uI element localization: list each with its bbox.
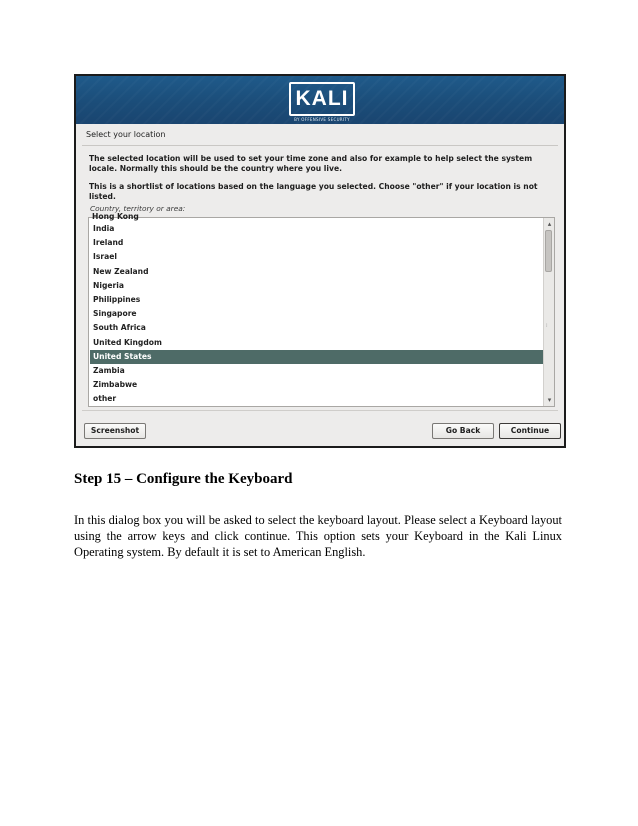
installer-screenshot bbox=[74, 74, 566, 448]
scroll-grip-icon: ⁞ bbox=[546, 323, 548, 329]
description-text-1: The selected location will be used to set your time zone and also for example to help select the system locale. Normally this should be the country where you live. bbox=[89, 154, 533, 173]
kali-logo-subtitle: BY OFFENSIVE SECURITY bbox=[294, 117, 350, 122]
list-scrollbar[interactable] bbox=[543, 218, 554, 406]
kali-banner bbox=[76, 76, 564, 124]
partial-list-item: Hong Kong bbox=[92, 212, 139, 221]
description-text-2: This is a shortlist of locations based on the language you selected. Choose "other" if your location is not listed. bbox=[89, 182, 538, 201]
list-item[interactable]: Ireland bbox=[93, 238, 124, 248]
list-item[interactable]: Philippines bbox=[93, 295, 141, 304]
list-item[interactable]: Nigeria bbox=[93, 280, 125, 290]
page-title: Select your location bbox=[86, 130, 166, 139]
scroll-thumb[interactable] bbox=[545, 230, 552, 272]
scroll-up-arrow-icon[interactable]: ▴ bbox=[547, 220, 552, 228]
list-item[interactable]: Zambia bbox=[93, 366, 125, 375]
step-heading: Step 15 – Configure the Keyboard bbox=[74, 471, 293, 487]
country-field-label: Country, territory or area: bbox=[90, 204, 186, 213]
list-item-selected[interactable]: United States bbox=[90, 350, 543, 364]
scroll-down-arrow-icon[interactable]: ▾ bbox=[547, 396, 552, 404]
step-paragraph: In this dialog box you will be asked to select the keyboard layout. Please select a Keyboard layout using the arrow keys and click continue. This option sets your Keyboard in the Kali Linux Operating system. By default it is set to American English. bbox=[74, 513, 562, 559]
list-item[interactable]: India bbox=[93, 224, 115, 233]
list-item[interactable]: South Africa bbox=[93, 323, 146, 333]
list-item[interactable]: Israel bbox=[93, 252, 117, 262]
list-item[interactable]: New Zealand bbox=[93, 266, 149, 276]
list-item[interactable]: Singapore bbox=[93, 309, 137, 319]
go-back-button[interactable]: Go Back bbox=[432, 423, 494, 439]
heading-divider bbox=[82, 145, 558, 146]
screenshot-button[interactable]: Screenshot bbox=[84, 423, 146, 439]
kali-logo: KALI bbox=[289, 82, 355, 116]
country-list bbox=[89, 212, 544, 406]
list-item[interactable]: Zimbabwe bbox=[93, 380, 138, 390]
country-listbox[interactable] bbox=[88, 212, 555, 407]
continue-button[interactable]: Continue bbox=[499, 423, 561, 439]
footer-divider bbox=[82, 410, 558, 411]
list-item[interactable]: other bbox=[93, 394, 117, 404]
list-item[interactable]: United Kingdom bbox=[93, 337, 162, 347]
